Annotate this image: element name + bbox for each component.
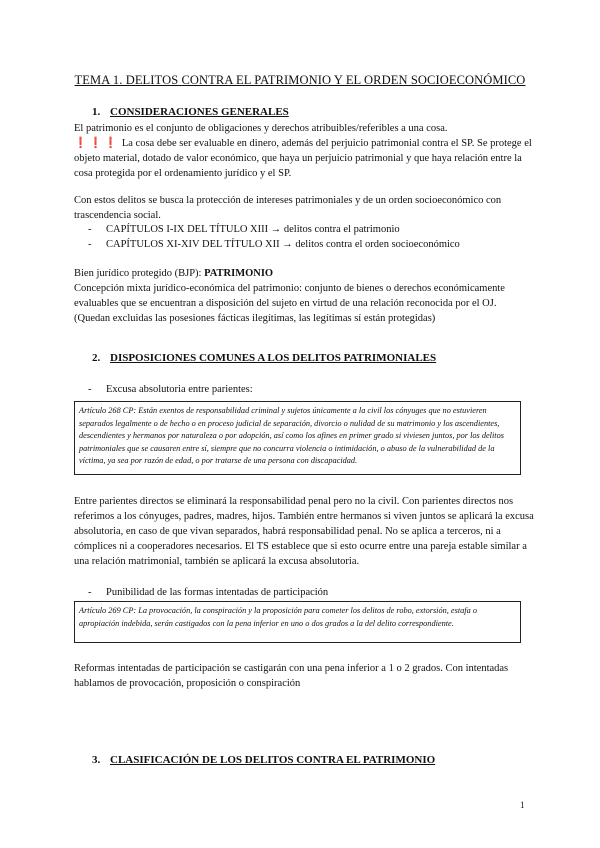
- bjp-label: Bien jurídico protegido (BJP):: [74, 268, 205, 279]
- document-title: TEMA 1. DELITOS CONTRA EL PATRIMONIO Y EL ORDEN SOCIOECONÓMICO: [74, 73, 526, 87]
- article-269-quote: Artículo 269 CP: La provocación, la conspiración y la proposición para cometer los delitos de robo, extorsión, estafa o apropiación indebida, serán castigados con la pena inferior en uno o dos grados a la del delito correspondiente.: [74, 601, 521, 643]
- list-item: - CAPÍTULOS XI-XIV DEL TÍTULO XII → delitos contra el orden socioeconómico: [88, 237, 538, 252]
- section-2-paragraph-2: Reformas intentadas de participación se castigarán con una pena inferior a 1 o 2 grados. Con intentadas hablamos de provocación, proposición o conspiración: [74, 663, 509, 689]
- bjp-value: PATRIMONIO: [204, 268, 274, 279]
- section-2-number: 2.: [92, 352, 101, 364]
- section-2-title: DISPOSICIONES COMUNES A LOS DELITOS PATRIMONIALES: [110, 352, 437, 364]
- section-1-title: CONSIDERACIONES GENERALES: [110, 106, 289, 118]
- article-268-quote: Artículo 268 CP: Están exentos de responsabilidad criminal y sujetos únicamente a la civil los cónyuges que no estuvieren separados legalmente o de hecho o en proceso judicial de separación, divorcio o nulidad de su matrimonio y los ascendientes, descendientes y hermanos por naturaleza o por adopción, así como los afines en primer grado si viviesen juntos, por los delitos patrimoniales que se causaren entre sí, siempre que no concurra violencia o intimidación, o abuso de la vulnerabilidad de la víctima, ya sea por razón de edad, o por tratarse de una persona con discapacidad.: [74, 401, 521, 475]
- section-2-heading: [92, 352, 436, 364]
- section-1-paragraph-2-text: La cosa debe ser evaluable en dinero, además del perjuicio patrimonial contra el SP. Se protege el objeto material, dotado de valor económico, que haya un perjuicio patrimonial y que haya relación entre la cosa protegida por el ordenamiento jurídico y el SP.: [74, 138, 532, 179]
- section-1-heading: [92, 106, 289, 118]
- bjp-line: [74, 266, 534, 281]
- list-item: - Punibilidad de las formas intentadas de participación: [88, 585, 538, 600]
- list-item: - CAPÍTULOS I-IX DEL TÍTULO XIII → delitos contra el patrimonio: [88, 222, 538, 237]
- warning-icon: ❗❗❗: [74, 138, 120, 149]
- section-1-paragraph-1: El patrimonio es el conjunto de obligaciones y derechos atribuibles/referibles a una cosa.: [74, 123, 448, 134]
- list-item: - Excusa absolutoria entre parientes:: [88, 382, 538, 397]
- section-3-number: 3.: [92, 754, 101, 766]
- section-2-bullet-2: [88, 585, 538, 600]
- section-1-paragraph-3: Con estos delitos se busca la protección de intereses patrimoniales y de un orden socioeconómico con trascendencia social.: [74, 195, 502, 221]
- section-3-heading: [92, 754, 435, 766]
- page-number: 1: [520, 800, 525, 810]
- section-2-bullet-1: [88, 382, 538, 397]
- section-1-paragraph-2: [74, 136, 534, 181]
- section-1-number: 1.: [92, 106, 101, 118]
- section-1-paragraph-4: Concepción mixta jurídico-económica del patrimonio: conjunto de bienes o derechos económicamente evaluables que se encuentran a disposición del sujeto en virtud de una relación reconocida por el OJ. (Quedan excluidas las posesiones fácticas ilegítimas, las legítimas sí están protegidas): [74, 283, 505, 324]
- section-3-title: CLASIFICACIÓN DE LOS DELITOS CONTRA EL PATRIMONIO: [110, 754, 436, 766]
- section-2-paragraph-1: Entre parientes directos se eliminará la responsabilidad penal pero no la civil. Con parientes directos nos referimos a los cónyuges, padres, madres, hijos. También entre hermanos si viven juntos se aplicará la excusa absolutoria, en caso de que vivan separados, habrá responsabilidad penal. No se aplica a terceros, ni a cómplices ni a cooperadores necesarios. El TS establece que si esto ocurre entre una pareja estable similar a una relación matrimonial, también se aplicará la excusa absolutoria.: [74, 496, 534, 567]
- section-1-bullet-list: [88, 222, 538, 252]
